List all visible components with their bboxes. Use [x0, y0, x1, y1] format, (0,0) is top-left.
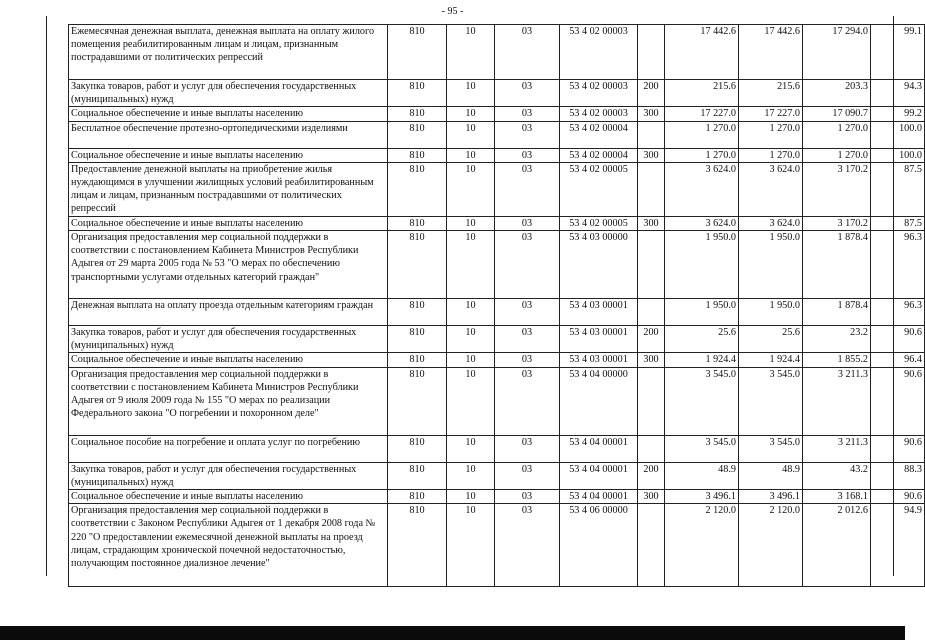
approved-amount-cell: 3 496.1	[665, 490, 739, 504]
target-article-code-cell: 53 4 04 00001	[560, 490, 638, 504]
razdel-code-cell: 10	[447, 25, 495, 80]
executed-amount-cell: 3 211.3	[803, 367, 871, 435]
glava-code-cell: 810	[388, 353, 447, 367]
adjusted-amount-cell: 25.6	[739, 326, 803, 353]
podrazdel-code-cell: 03	[495, 490, 560, 504]
table-row	[69, 25, 925, 80]
expense-type-cell	[638, 25, 665, 80]
glava-code-cell: 810	[388, 299, 447, 326]
glava-code-cell: 810	[388, 216, 447, 230]
target-article-code-cell: 53 4 06 00000	[560, 504, 638, 587]
podrazdel-code-cell: 03	[495, 462, 560, 489]
podrazdel-code-cell: 03	[495, 326, 560, 353]
left-margin-rule	[46, 16, 47, 576]
glava-code-cell: 810	[388, 107, 447, 121]
expense-type-cell: 200	[638, 462, 665, 489]
row-name-cell: Социальное обеспечение и иные выплаты населению	[69, 216, 388, 230]
executed-amount-cell: 17 294.0	[803, 25, 871, 80]
target-article-code-cell: 53 4 02 00004	[560, 148, 638, 162]
glava-code-cell: 810	[388, 162, 447, 216]
adjusted-amount-cell: 17 227.0	[739, 107, 803, 121]
expense-type-cell	[638, 162, 665, 216]
table-row	[69, 299, 925, 326]
podrazdel-code-cell: 03	[495, 504, 560, 587]
razdel-code-cell: 10	[447, 504, 495, 587]
adjusted-amount-cell: 3 496.1	[739, 490, 803, 504]
podrazdel-code-cell: 03	[495, 162, 560, 216]
razdel-code-cell: 10	[447, 80, 495, 107]
target-article-code-cell: 53 4 04 00001	[560, 435, 638, 462]
execution-percent-cell: 90.6	[871, 490, 925, 504]
glava-code-cell: 810	[388, 121, 447, 148]
row-name-cell: Организация предоставления мер социальной поддержки в соответствии с постановлением Кабинета Министров Республики Адыгея от 29 марта 2005 года № 53 "О мерах по обеспечению транспортными услугами отдельных категорий граждан"	[69, 231, 388, 299]
target-article-code-cell: 53 4 03 00001	[560, 353, 638, 367]
executed-amount-cell: 3 168.1	[803, 490, 871, 504]
glava-code-cell: 810	[388, 504, 447, 587]
execution-percent-cell: 88.3	[871, 462, 925, 489]
executed-amount-cell: 3 170.2	[803, 162, 871, 216]
execution-percent-cell: 87.5	[871, 162, 925, 216]
podrazdel-code-cell: 03	[495, 216, 560, 230]
podrazdel-code-cell: 03	[495, 299, 560, 326]
row-name-cell: Закупка товаров, работ и услуг для обеспечения государственных (муниципальных) нужд	[69, 326, 388, 353]
razdel-code-cell: 10	[447, 367, 495, 435]
execution-percent-cell: 94.9	[871, 504, 925, 587]
executed-amount-cell: 43.2	[803, 462, 871, 489]
expense-type-cell	[638, 299, 665, 326]
adjusted-amount-cell: 1 924.4	[739, 353, 803, 367]
expense-type-cell	[638, 435, 665, 462]
table-row	[69, 80, 925, 107]
executed-amount-cell: 23.2	[803, 326, 871, 353]
execution-percent-cell: 100.0	[871, 121, 925, 148]
approved-amount-cell: 3 624.0	[665, 162, 739, 216]
approved-amount-cell: 25.6	[665, 326, 739, 353]
podrazdel-code-cell: 03	[495, 231, 560, 299]
table-row	[69, 107, 925, 121]
razdel-code-cell: 10	[447, 121, 495, 148]
table-row	[69, 148, 925, 162]
adjusted-amount-cell: 1 950.0	[739, 231, 803, 299]
glava-code-cell: 810	[388, 231, 447, 299]
adjusted-amount-cell: 1 270.0	[739, 148, 803, 162]
glava-code-cell: 810	[388, 326, 447, 353]
row-name-cell: Закупка товаров, работ и услуг для обеспечения государственных (муниципальных) нужд	[69, 462, 388, 489]
approved-amount-cell: 3 545.0	[665, 367, 739, 435]
glava-code-cell: 810	[388, 80, 447, 107]
expense-type-cell: 300	[638, 107, 665, 121]
expense-type-cell: 200	[638, 80, 665, 107]
approved-amount-cell: 1 270.0	[665, 148, 739, 162]
approved-amount-cell: 1 924.4	[665, 353, 739, 367]
razdel-code-cell: 10	[447, 148, 495, 162]
expense-type-cell: 300	[638, 353, 665, 367]
razdel-code-cell: 10	[447, 216, 495, 230]
execution-percent-cell: 99.2	[871, 107, 925, 121]
table-row	[69, 216, 925, 230]
approved-amount-cell: 48.9	[665, 462, 739, 489]
executed-amount-cell: 1 270.0	[803, 121, 871, 148]
scan-bottom-edge	[0, 626, 905, 640]
execution-percent-cell: 87.5	[871, 216, 925, 230]
executed-amount-cell: 1 855.2	[803, 353, 871, 367]
target-article-code-cell: 53 4 02 00003	[560, 107, 638, 121]
row-name-cell: Бесплатное обеспечение протезно-ортопедическими изделиями	[69, 121, 388, 148]
approved-amount-cell: 17 227.0	[665, 107, 739, 121]
table-row	[69, 435, 925, 462]
approved-amount-cell: 215.6	[665, 80, 739, 107]
glava-code-cell: 810	[388, 25, 447, 80]
podrazdel-code-cell: 03	[495, 107, 560, 121]
row-name-cell: Закупка товаров, работ и услуг для обеспечения государственных (муниципальных) нужд	[69, 80, 388, 107]
table-row	[69, 231, 925, 299]
target-article-code-cell: 53 4 03 00001	[560, 299, 638, 326]
target-article-code-cell: 53 4 02 00003	[560, 25, 638, 80]
table-row	[69, 462, 925, 489]
executed-amount-cell: 1 270.0	[803, 148, 871, 162]
table-row	[69, 490, 925, 504]
razdel-code-cell: 10	[447, 326, 495, 353]
adjusted-amount-cell: 1 950.0	[739, 299, 803, 326]
approved-amount-cell: 1 950.0	[665, 299, 739, 326]
podrazdel-code-cell: 03	[495, 353, 560, 367]
adjusted-amount-cell: 3 624.0	[739, 162, 803, 216]
expense-type-cell	[638, 504, 665, 587]
execution-percent-cell: 90.6	[871, 435, 925, 462]
target-article-code-cell: 53 4 04 00001	[560, 462, 638, 489]
approved-amount-cell: 1 270.0	[665, 121, 739, 148]
table-row	[69, 367, 925, 435]
row-name-cell: Социальное пособие на погребение и оплата услуг по погребению	[69, 435, 388, 462]
razdel-code-cell: 10	[447, 162, 495, 216]
expense-type-cell: 300	[638, 490, 665, 504]
page-number: - 95 -	[441, 6, 464, 17]
expense-type-cell: 300	[638, 148, 665, 162]
glava-code-cell: 810	[388, 490, 447, 504]
table-row	[69, 353, 925, 367]
execution-percent-cell: 96.4	[871, 353, 925, 367]
expense-type-cell	[638, 231, 665, 299]
razdel-code-cell: 10	[447, 299, 495, 326]
row-name-cell: Организация предоставления мер социальной поддержки в соответствии с постановлением Кабинета Министров Республики Адыгея от 9 июля 2009 года № 155 "О мерах по реализации Федерального закона "О погребении и похоронном деле"	[69, 367, 388, 435]
target-article-code-cell: 53 4 02 00005	[560, 216, 638, 230]
target-article-code-cell: 53 4 02 00005	[560, 162, 638, 216]
glava-code-cell: 810	[388, 462, 447, 489]
adjusted-amount-cell: 3 545.0	[739, 367, 803, 435]
podrazdel-code-cell: 03	[495, 435, 560, 462]
row-name-cell: Социальное обеспечение и иные выплаты населению	[69, 490, 388, 504]
adjusted-amount-cell: 3 624.0	[739, 216, 803, 230]
podrazdel-code-cell: 03	[495, 121, 560, 148]
expense-type-cell: 300	[638, 216, 665, 230]
expense-type-cell	[638, 121, 665, 148]
executed-amount-cell: 17 090.7	[803, 107, 871, 121]
row-name-cell: Социальное обеспечение и иные выплаты населению	[69, 353, 388, 367]
row-name-cell: Предоставление денежной выплаты на приобретение жилья нуждающимся в улучшении жилищных условий реабилитированным лицам и лицам, признанным пострадавшими от политических репрессий	[69, 162, 388, 216]
approved-amount-cell: 3 624.0	[665, 216, 739, 230]
podrazdel-code-cell: 03	[495, 367, 560, 435]
expense-type-cell: 200	[638, 326, 665, 353]
glava-code-cell: 810	[388, 367, 447, 435]
execution-percent-cell: 99.1	[871, 25, 925, 80]
executed-amount-cell: 3 211.3	[803, 435, 871, 462]
razdel-code-cell: 10	[447, 353, 495, 367]
target-article-code-cell: 53 4 04 00000	[560, 367, 638, 435]
target-article-code-cell: 53 4 02 00004	[560, 121, 638, 148]
glava-code-cell: 810	[388, 148, 447, 162]
table-row	[69, 121, 925, 148]
row-name-cell: Денежная выплата на оплату проезда отдельным категориям граждан	[69, 299, 388, 326]
glava-code-cell: 810	[388, 435, 447, 462]
table-row	[69, 162, 925, 216]
podrazdel-code-cell: 03	[495, 80, 560, 107]
execution-percent-cell: 90.6	[871, 326, 925, 353]
approved-amount-cell: 1 950.0	[665, 231, 739, 299]
executed-amount-cell: 1 878.4	[803, 299, 871, 326]
executed-amount-cell: 1 878.4	[803, 231, 871, 299]
row-name-cell: Социальное обеспечение и иные выплаты населению	[69, 148, 388, 162]
table-row	[69, 504, 925, 587]
razdel-code-cell: 10	[447, 462, 495, 489]
target-article-code-cell: 53 4 03 00000	[560, 231, 638, 299]
execution-percent-cell: 94.3	[871, 80, 925, 107]
podrazdel-code-cell: 03	[495, 148, 560, 162]
target-article-code-cell: 53 4 03 00001	[560, 326, 638, 353]
execution-percent-cell: 96.3	[871, 299, 925, 326]
execution-percent-cell: 100.0	[871, 148, 925, 162]
table-row	[69, 326, 925, 353]
podrazdel-code-cell: 03	[495, 25, 560, 80]
budget-execution-table	[68, 24, 925, 587]
row-name-cell: Социальное обеспечение и иные выплаты населению	[69, 107, 388, 121]
adjusted-amount-cell: 17 442.6	[739, 25, 803, 80]
adjusted-amount-cell: 2 120.0	[739, 504, 803, 587]
adjusted-amount-cell: 215.6	[739, 80, 803, 107]
razdel-code-cell: 10	[447, 435, 495, 462]
executed-amount-cell: 2 012.6	[803, 504, 871, 587]
razdel-code-cell: 10	[447, 107, 495, 121]
adjusted-amount-cell: 3 545.0	[739, 435, 803, 462]
execution-percent-cell: 96.3	[871, 231, 925, 299]
execution-percent-cell: 90.6	[871, 367, 925, 435]
row-name-cell: Ежемесячная денежная выплата, денежная выплата на оплату жилого помещения реабилитированным лицам и лицам, признанным пострадавшими от политических репрессий	[69, 25, 388, 80]
razdel-code-cell: 10	[447, 490, 495, 504]
row-name-cell: Организация предоставления мер социальной поддержки в соответствии с Законом Республики Адыгея от 1 декабря 2008 года № 220 "О предоставлении ежемесячной денежной выплаты на проезд лицам, страдающим хронической почечной недостаточностью, получающим постоянное диализное лечение"	[69, 504, 388, 587]
razdel-code-cell: 10	[447, 231, 495, 299]
approved-amount-cell: 2 120.0	[665, 504, 739, 587]
target-article-code-cell: 53 4 02 00003	[560, 80, 638, 107]
expense-type-cell	[638, 367, 665, 435]
approved-amount-cell: 17 442.6	[665, 25, 739, 80]
approved-amount-cell: 3 545.0	[665, 435, 739, 462]
executed-amount-cell: 203.3	[803, 80, 871, 107]
adjusted-amount-cell: 1 270.0	[739, 121, 803, 148]
adjusted-amount-cell: 48.9	[739, 462, 803, 489]
executed-amount-cell: 3 170.2	[803, 216, 871, 230]
